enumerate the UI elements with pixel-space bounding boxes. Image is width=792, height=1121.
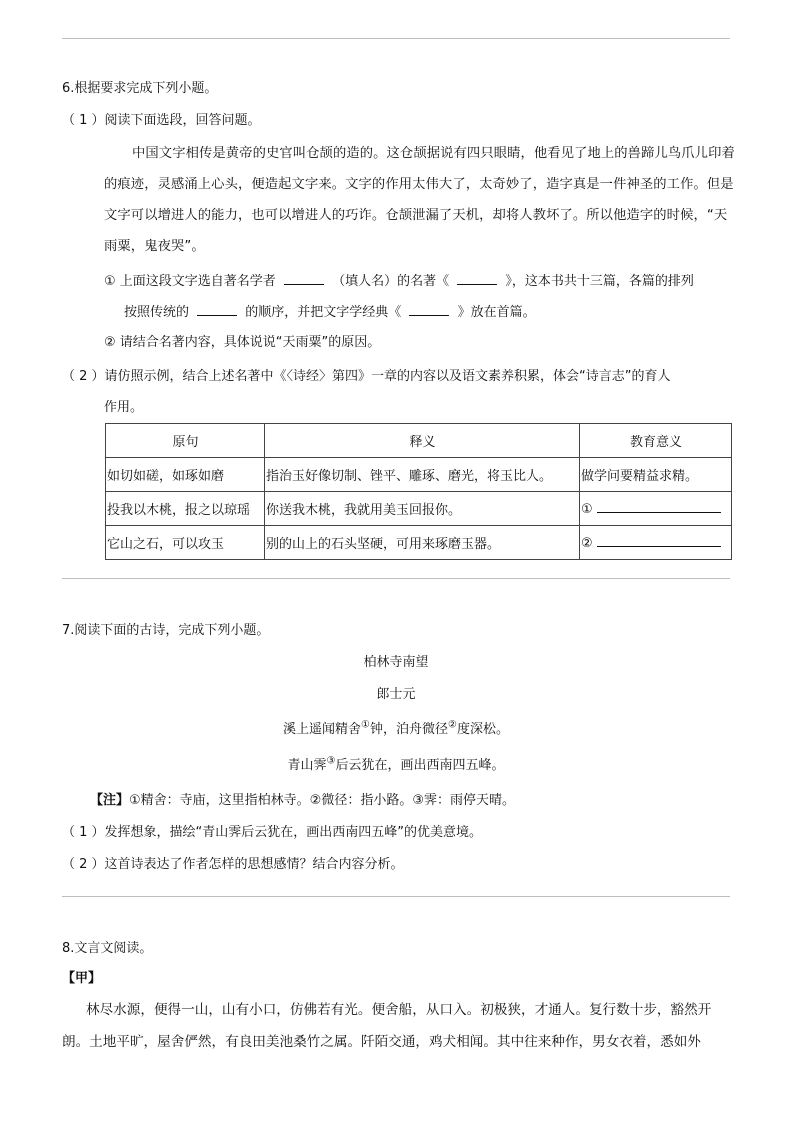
divider-top [62, 38, 730, 39]
table-header-row [106, 424, 732, 458]
table-row [106, 458, 732, 492]
poetry-table [105, 423, 732, 560]
answer-marker: ① [581, 502, 593, 517]
footnote-marker: ② [448, 719, 457, 731]
divider-1 [62, 578, 730, 579]
item-1-text-c: 》，这本书共十三篇，各篇的排列 [505, 274, 694, 289]
table-cell: 如切如磋，如琢如磨 [106, 458, 265, 492]
question-8-passage [62, 994, 738, 1058]
answer-blank-order [197, 303, 237, 316]
answer-marker: ② [581, 536, 593, 551]
question-7-sub1: （ 1 ）发挥想象，描绘“青山霁后云犹在，画出西南四五峰”的优美意境。 [62, 825, 483, 840]
question-6-item-1-line-2 [124, 303, 536, 322]
table-cell: 指治玉好像切制、锉平、雕琢、磨光，将玉比人。 [265, 458, 580, 492]
question-7-sub2: （ 2 ）这首诗表达了作者怎样的思想感情？结合内容分析。 [62, 857, 404, 872]
item-1-text-a: ① 上面这段文字选自著名学者 [104, 274, 276, 289]
item-1-text-e: 的顺序，并把文字学经典《 [245, 305, 402, 320]
poem-notes [90, 792, 515, 810]
item-1-text-b: （填人名）的名著《 [332, 274, 450, 289]
answer-blank-classic [409, 303, 449, 316]
poem-title: 柏林寺南望 [363, 655, 429, 670]
section-label-jia: 【甲】 [62, 971, 102, 986]
table-row [106, 492, 732, 526]
answer-blank-1 [597, 500, 721, 513]
table-cell: 做学问要精益求精。 [580, 458, 732, 492]
footnote-marker: ① [361, 719, 370, 731]
table-row [106, 526, 732, 560]
question-8-title: 8.文言文阅读。 [62, 941, 153, 956]
note-label: 【注】 [90, 793, 130, 808]
poem-line-1 [62, 721, 730, 739]
item-1-text-f: 》放在首篇。 [457, 305, 536, 320]
table-cell: 你送我木桃，我就用美玉回报你。 [265, 492, 580, 526]
question-7-title: 7.阅读下面的古诗，完成下列小题。 [62, 623, 270, 638]
table-header-cell: 释义 [265, 424, 580, 458]
table-header-cell: 教育意义 [580, 424, 732, 458]
poem-line-2-text: 青山霁 [287, 758, 327, 773]
table-cell-answer [580, 492, 732, 526]
item-1-text-d: 按照传统的 [124, 305, 190, 320]
table-cell-answer [580, 526, 732, 560]
poem-line-1-text: 钟，泊舟微径 [369, 722, 448, 737]
divider-2 [62, 896, 730, 897]
table-cell: 投我以木桃，报之以琼瑶 [106, 492, 265, 526]
poem-line-1-text: 度深松。 [456, 722, 509, 737]
question-6-sub2-line-1: （ 2 ）请仿照示例，结合上述名著中《〈诗经〉第四》一章的内容以及语文素养积累，体会“诗言志”的育人 [62, 369, 671, 384]
question-6-passage [104, 138, 736, 262]
table-header-cell: 原句 [106, 424, 265, 458]
question-6-item-1-line-1 [104, 272, 694, 291]
poem-author: 郎士元 [376, 687, 416, 702]
answer-blank-author [284, 272, 324, 285]
answer-blank-2 [597, 534, 721, 547]
poem-line-2 [62, 757, 730, 775]
answer-blank-book [457, 272, 497, 285]
poem-line-2-text: 后云犹在，画出西南四五峰。 [335, 758, 505, 773]
note-text: ①精舍：寺庙，这里指柏林寺。②微径：指小路。③霁：雨停天晴。 [129, 793, 515, 808]
passage-text: 林尽水源，便得一山，山有小口，仿佛若有光。便舍船，从口入。初极狭，才通人。复行数十步，豁然开朗。土地平旷，屋舍俨然，有良田美池桑竹之属。阡陌交通，鸡犬相闻。其中往来种作，男女衣着，悉如外 [62, 1002, 712, 1050]
table-cell: 别的山上的石头坚硬，可用来琢磨玉器。 [265, 526, 580, 560]
question-6-sub1-label: （ 1 ）阅读下面选段，回答问题。 [62, 113, 261, 128]
question-6-item-2: ② 请结合名著内容，具体说说“天雨粟”的原因。 [104, 335, 381, 350]
passage-text: 中国文字相传是黄帝的史官叫仓颉的造的。这仓颉据说有四只眼睛，他看见了地上的兽蹄儿鸟爪儿印着的痕迹，灵感涌上心头，便造起文字来。文字的作用太伟大了，太奇妙了，造字真是一件神圣的工作。但是文字可以增进人的能力，也可以增进人的巧诈。仓颉泄漏了天机，却将人教坏了。所以他造字的时候，“天雨粟，鬼夜哭”。 [104, 146, 735, 254]
footnote-marker: ③ [326, 755, 336, 767]
question-6-title: 6.根据要求完成下列小题。 [62, 81, 218, 96]
table-cell: 它山之石，可以攻玉 [106, 526, 265, 560]
poem-line-1-text: 溪上遥闻精舍 [283, 722, 362, 737]
question-6-sub2-line-2: 作用。 [104, 400, 144, 415]
